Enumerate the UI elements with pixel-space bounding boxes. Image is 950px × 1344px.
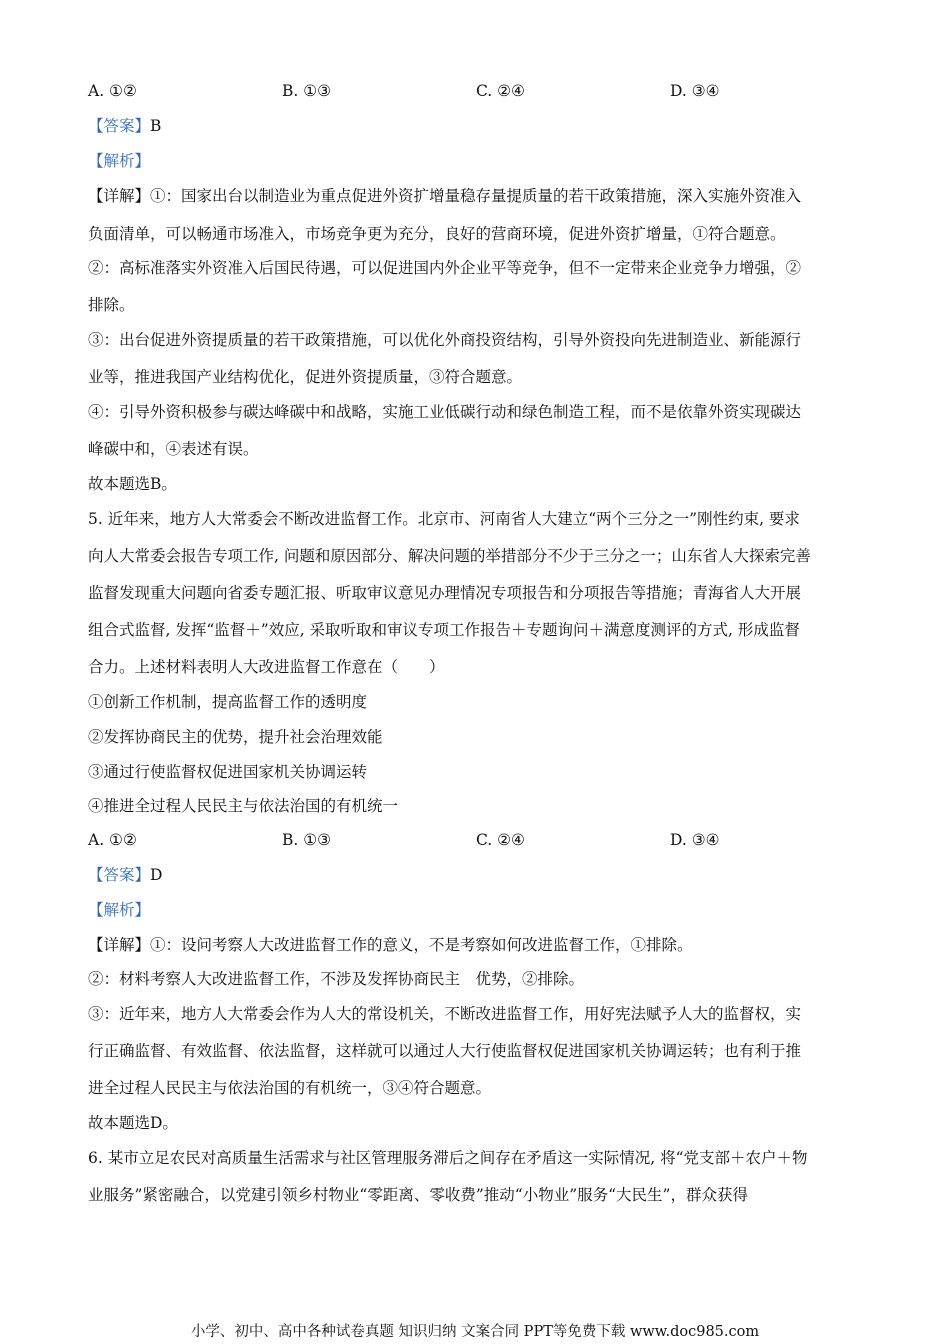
q5-stem-line: 组合式监督, 发挥“监督＋”效应, 采取听取和审议专项工作报告＋专题询问＋满意度测评的方式, 形成监督: [88, 621, 800, 639]
q5-statement: ②发挥协商民主的优势，提升社会治理效能: [88, 728, 383, 746]
q4-option-b: B. ①③: [282, 82, 332, 100]
q4-detail-line: ④：引导外资积极参与碳达峰碳中和战略，实施工业低碳行动和绿色制造工程，而不是依靠外资实现碳达: [88, 403, 802, 421]
q4-answer: [88, 116, 868, 136]
q4-conclusion: 故本题选B。: [88, 475, 177, 493]
q5-detail-line: 行正确监督、有效监督、依法监督，这样就可以通过人大行使监督权促进国家机关协调运转；也有利于推: [88, 1042, 802, 1060]
q4-detail-line: 【详解】①：国家出台以制造业为重点促进外资扩增量稳存量提质量的若干政策措施，深入实施外资准入: [88, 187, 802, 205]
q6-stem-line: 业服务”紧密融合，以党建引领乡村物业“零距离、零收费”推动“小物业”服务“大民生”，群众获得: [88, 1186, 748, 1204]
detail-label: 【详解】: [88, 187, 151, 205]
q5-option-d: D. ③④: [670, 831, 720, 849]
q4-option-a: A. ①②: [88, 82, 137, 100]
q5-stem-line: 合力。上述材料表明人大改进监督工作意在（ ）: [88, 658, 445, 676]
q5-stem-line: 向人大常委会报告专项工作, 问题和原因部分、解决问题的举措部分不少于三分之一；山东省人大探索完善: [88, 547, 811, 565]
answer-value: D: [150, 866, 163, 884]
q4-option-d: D. ③④: [670, 82, 720, 100]
q4-detail-line: 业等，推进我国产业结构优化，促进外资提质量，③符合题意。: [88, 368, 523, 386]
q5-conclusion: 故本题选D。: [88, 1114, 178, 1132]
q5-statement: ③通过行使监督权促进国家机关协调运转: [88, 763, 368, 781]
q5-detail-line: ③：近年来，地方人大常委会作为人大的常设机关，不断改进监督工作，用好宪法赋予人大的监督权，实: [88, 1005, 802, 1023]
q5-detail-line: 进全过程人民民主与依法治国的有机统一，③④符合题意。: [88, 1079, 492, 1097]
q4-detail-line: 排除。: [88, 296, 135, 314]
q5-analysis-label: 【解析】: [88, 901, 151, 919]
page-footer: 小学、初中、高中各种试卷真题 知识归纳 文案合同 PPT等免费下载 www.doc985.com: [190, 1324, 760, 1340]
q5-option-b: B. ①③: [282, 831, 332, 849]
q5-answer: [88, 865, 868, 885]
answer-value: B: [150, 117, 162, 135]
q4-detail-line: ③：出台促进外资提质量的若干政策措施，可以优化外商投资结构，引导外资投向先进制造业、新能源行: [88, 331, 802, 349]
answer-label: 【答案】: [88, 117, 151, 135]
q5-option-c: C. ②④: [476, 831, 525, 849]
q4-analysis-label: 【解析】: [88, 152, 151, 170]
q5-statement: ④推进全过程人民民主与依法治国的有机统一: [88, 797, 399, 815]
q4-detail-line: 峰碳中和，④表述有误。: [88, 440, 259, 458]
q5-stem-line: 5. 近年来，地方人大常委会不断改进监督工作。北京市、河南省人大建立“两个三分之一”刚性约束, 要求: [88, 510, 800, 528]
q4-option-c: C. ②④: [476, 82, 525, 100]
q5-option-a: A. ①②: [88, 831, 137, 849]
q4-detail-line: 负面清单，可以畅通市场准入，市场竞争更为充分，良好的营商环境，促进外资扩增量，①符合题意。: [88, 225, 786, 243]
q4-detail-line: ②：高标准落实外资准入后国民待遇，可以促进国内外企业平等竞争，但不一定带来企业竞争力增强，②: [88, 259, 802, 277]
q5-detail-line: ②：材料考察人大改进监督工作，不涉及发挥协商民主 优势，②排除。: [88, 970, 585, 988]
q5-statement: ①创新工作机制，提高监督工作的透明度: [88, 693, 368, 711]
q6-stem-line: 6. 某市立足农民对高质量生活需求与社区管理服务滞后之间存在矛盾这一实际情况, 将“党支部＋农户＋物: [88, 1149, 808, 1167]
detail-label: 【详解】: [88, 936, 151, 954]
q5-stem-line: 监督发现重大问题向省委专题汇报、听取审议意见办理情况专项报告和分项报告等措施；青海省人大开展: [88, 584, 802, 602]
q5-detail-line: 【详解】①：设问考察人大改进监督工作的意义，不是考察如何改进监督工作，①排除。: [88, 936, 693, 954]
answer-label: 【答案】: [88, 866, 151, 884]
